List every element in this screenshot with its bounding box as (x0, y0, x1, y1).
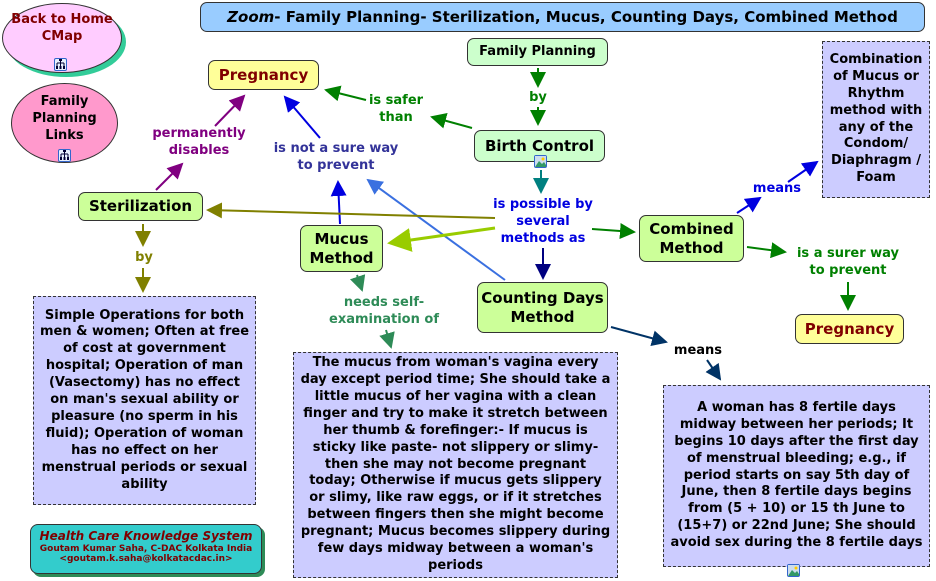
footer-email[interactable]: <goutam.k.saha@kolkatacdac.in> (59, 554, 233, 564)
footer-system: Health Care Knowledge System (39, 529, 253, 543)
link-means: means (752, 181, 802, 196)
link-means-2: means (673, 343, 723, 358)
concept-combined-method: Combined Method (639, 215, 744, 262)
note-combination: Combination of Mucus or Rhythm method with any of the Condom/ Diaphragm / Foam (822, 41, 930, 198)
concept-family-planning: Family Planning (467, 38, 608, 66)
link-by: by (529, 90, 547, 105)
concept-mucus-method: Mucus Method (300, 225, 383, 272)
link-not-sure-way: is not a sure way to prevent (273, 141, 399, 173)
concept-counting-days-method: Counting Days Method (477, 282, 608, 333)
footer-author: Goutam Kumar Saha, C-DAC Kolkata India (39, 544, 253, 554)
page-title: Zoom- Family Planning- Sterilization, Mucus, Counting Days, Combined Method (200, 2, 925, 32)
concept-pregnancy-2: Pregnancy (795, 314, 904, 344)
image-resource-icon[interactable] (534, 155, 547, 168)
back-to-home-link[interactable]: Back to Home CMap (2, 3, 122, 73)
link-by-2: by (135, 250, 153, 265)
note-sterilization: Simple Operations for both men & women; Often at free of cost at government hospital; Operation of man (Vasectomy) has no effect on man's sexual ability or pleasure (no sperm in his fluid); Operation of woman has no effect on her menstrual periods or sexual ability (33, 296, 256, 505)
link-surer-way: is a surer way to prevent (796, 246, 900, 278)
link-is-safer-than: is safer than (368, 93, 424, 125)
concept-birth-control: Birth Control (474, 130, 605, 162)
concept-sterilization: Sterilization (78, 192, 203, 221)
cmap-link-icon[interactable] (54, 58, 67, 71)
note-mucus: The mucus from woman's vagina every day except period time; She should take a little mucus of her vagina with a clean finger and try to make it stretch between her thumb & forefinger:- If mucus is sticky like paste- not slippery or slimy- then she may not become pregnant today; Otherwise if mucus gets slippery or slimy, like raw eggs, or if it stretches between fingers then she might become pregnant; Mucus becomes slippery during few days midway between a woman's periods (293, 352, 618, 578)
footer-credits (30, 524, 262, 574)
family-planning-links[interactable]: Family Planning Links (11, 83, 118, 163)
note-counting-days: A woman has 8 fertile days midway between her periods; It begins 10 days after the first day of menstrual bleeding; e.g., if period starts on say 5th day of June, then 8 fertile days begins from (5 + 10) or 15 th June to (15+7) or 22nd June; She should avoid sex during the 8 fertile days (663, 385, 930, 567)
cmap-link-icon[interactable] (58, 149, 71, 162)
link-needs-self-exam: needs self-examination of (329, 295, 439, 327)
link-possible-by-several: is possible by several methods as (493, 197, 593, 246)
link-permanently-disables: permanently disables (152, 126, 246, 158)
concept-pregnancy: Pregnancy (208, 60, 319, 90)
image-resource-icon[interactable] (787, 564, 800, 577)
